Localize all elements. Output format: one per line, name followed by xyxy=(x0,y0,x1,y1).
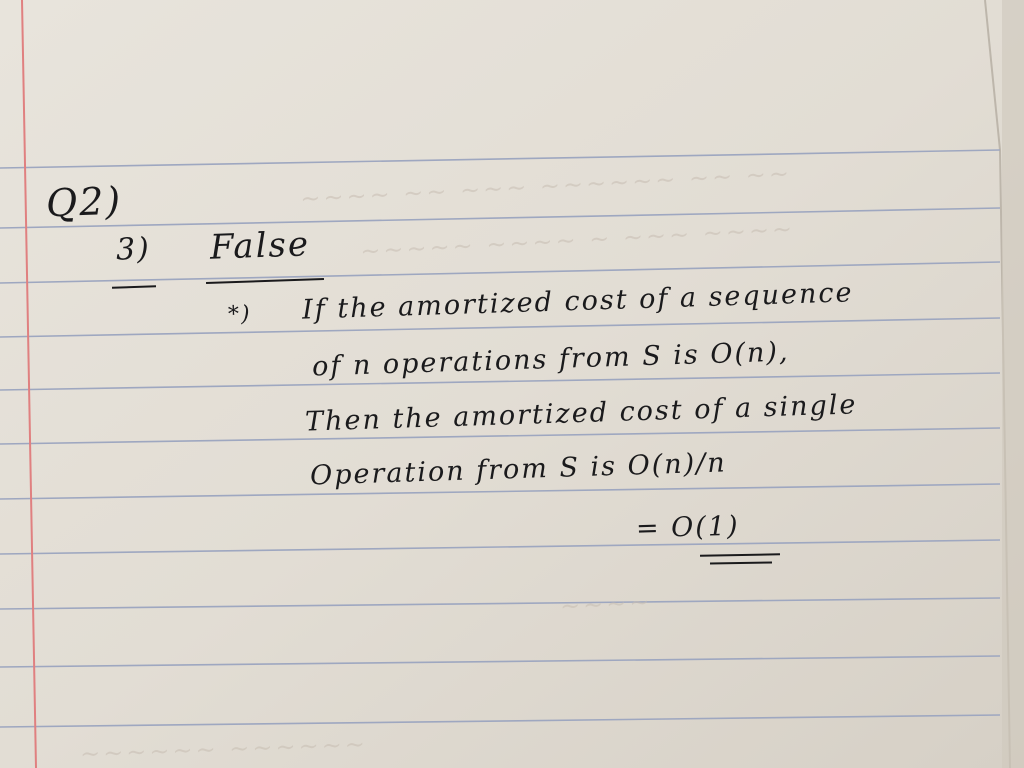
bleed-through-text: ~~~~~ ~~~~ ~ ~~~ ~~~~ xyxy=(359,214,796,266)
result-line: = O(1) xyxy=(635,510,740,545)
bleed-through-text: ~~~~ ~~ ~~~ ~~~~~~ ~~ ~~ xyxy=(299,159,793,213)
underlying-page xyxy=(1002,0,1024,768)
explanation-line-4: Operation from S is O(n)/n xyxy=(309,447,728,492)
answer-false: False xyxy=(209,224,311,268)
explanation-line-1: If the amortized cost of a sequence xyxy=(301,277,854,326)
question-label: Q2) xyxy=(45,178,123,226)
explanation-line-2: of n operations from S is O(n), xyxy=(311,336,790,383)
bullet-marker: *) xyxy=(227,301,253,328)
bleed-through-text: ~~~~~~ ~~~~~~ xyxy=(79,729,369,768)
bleed-through-text: ~~~~ xyxy=(559,587,654,621)
explanation-line-3: Then the amortized cost of a single xyxy=(304,389,858,438)
item-number: 3) xyxy=(115,231,152,268)
